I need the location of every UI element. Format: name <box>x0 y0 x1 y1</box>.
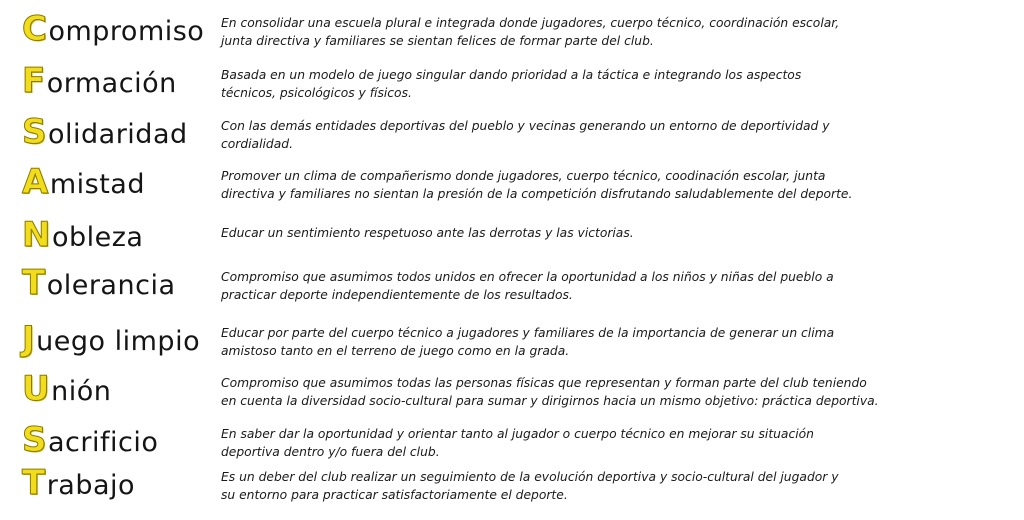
value-word <box>22 9 205 49</box>
value-word-rest: ormación <box>46 68 177 99</box>
value-word-rest: olerancia <box>46 270 176 301</box>
value-description <box>221 268 1011 304</box>
description-line: técnicos, psicológicos y físicos. <box>221 86 412 100</box>
value-word <box>22 319 201 359</box>
value-word-rest: uego limpio <box>36 326 201 357</box>
value-description <box>221 324 1011 360</box>
value-initial: T <box>22 463 46 503</box>
description-line: Compromiso que asumimos todas las personas físicas que representan y forman parte del club teniendo <box>221 376 867 390</box>
value-word <box>22 263 176 303</box>
value-initial: C <box>22 9 48 49</box>
value-description <box>221 468 1011 504</box>
value-description <box>221 224 1011 242</box>
description-line: Compromiso que asumimos todos unidos en ofrecer la oportunidad a los niños y niñas del pueblo a <box>221 270 834 284</box>
description-line: deportiva dentro y/o fuera del club. <box>221 445 440 459</box>
value-word-rest: rabajo <box>46 470 136 501</box>
value-word-rest: obleza <box>51 222 144 253</box>
value-word <box>22 61 177 101</box>
value-description <box>221 14 1011 50</box>
description-line: Educar por parte del cuerpo técnico a jugadores y familiares de la importancia de generar un clima <box>221 326 835 340</box>
value-description <box>221 167 1011 203</box>
value-initial: U <box>22 369 51 409</box>
value-word-rest: nión <box>51 376 112 407</box>
description-line: junta directiva y familiares se sientan felices de formar parte del club. <box>221 34 654 48</box>
value-word <box>22 369 112 409</box>
value-word <box>22 215 144 255</box>
description-line: cordialidad. <box>221 137 293 151</box>
description-line: Promover un clima de compañerismo donde jugadores, cuerpo técnico, coodinación escolar, junta <box>221 169 826 183</box>
value-initial: S <box>22 112 47 152</box>
description-line: amistoso tanto en el terreno de juego como en la grada. <box>221 344 570 358</box>
value-initial: J <box>22 319 36 359</box>
value-word-rest: acrificio <box>48 427 159 458</box>
value-description <box>221 425 1011 461</box>
value-initial: T <box>22 263 46 303</box>
value-word <box>22 420 159 460</box>
value-initial: S <box>22 420 47 460</box>
description-line: Es un deber del club realizar un seguimiento de la evolución deportiva y socio-cultural del jugador y <box>221 470 839 484</box>
description-line: directiva y familiares no sientan la presión de la competición disfrutando saludablemente del deporte. <box>221 187 853 201</box>
value-initial: A <box>22 162 49 202</box>
description-line: practicar deporte independientemente de los resultados. <box>221 288 573 302</box>
value-word <box>22 162 145 202</box>
value-description <box>221 117 1011 153</box>
value-description <box>221 374 1011 410</box>
value-word <box>22 112 188 152</box>
description-line: Basada en un modelo de juego singular dando prioridad a la táctica e integrando los aspectos <box>221 68 802 82</box>
value-word-rest: mistad <box>49 169 145 200</box>
value-word <box>22 463 136 503</box>
description-line: Con las demás entidades deportivas del pueblo y vecinas generando un entorno de deportividad y <box>221 119 830 133</box>
description-line: en cuenta la diversidad socio-cultural para sumar y dirigirnos hacia un mismo objetivo: práctica deportiva. <box>221 394 879 408</box>
value-initial: F <box>22 61 46 101</box>
value-word-rest: olidaridad <box>48 119 188 150</box>
value-description <box>221 66 1011 102</box>
value-word-rest: ompromiso <box>48 16 205 47</box>
description-line: En consolidar una escuela plural e integrada donde jugadores, cuerpo técnico, coordinación escolar, <box>221 16 840 30</box>
description-line: En saber dar la oportunidad y orientar tanto al jugador o cuerpo técnico en mejorar su situación <box>221 427 814 441</box>
description-line: su entorno para practicar satisfactoriamente el deporte. <box>221 488 568 502</box>
value-initial: N <box>22 215 51 255</box>
description-line: Educar un sentimiento respetuoso ante las derrotas y las victorias. <box>221 226 634 240</box>
